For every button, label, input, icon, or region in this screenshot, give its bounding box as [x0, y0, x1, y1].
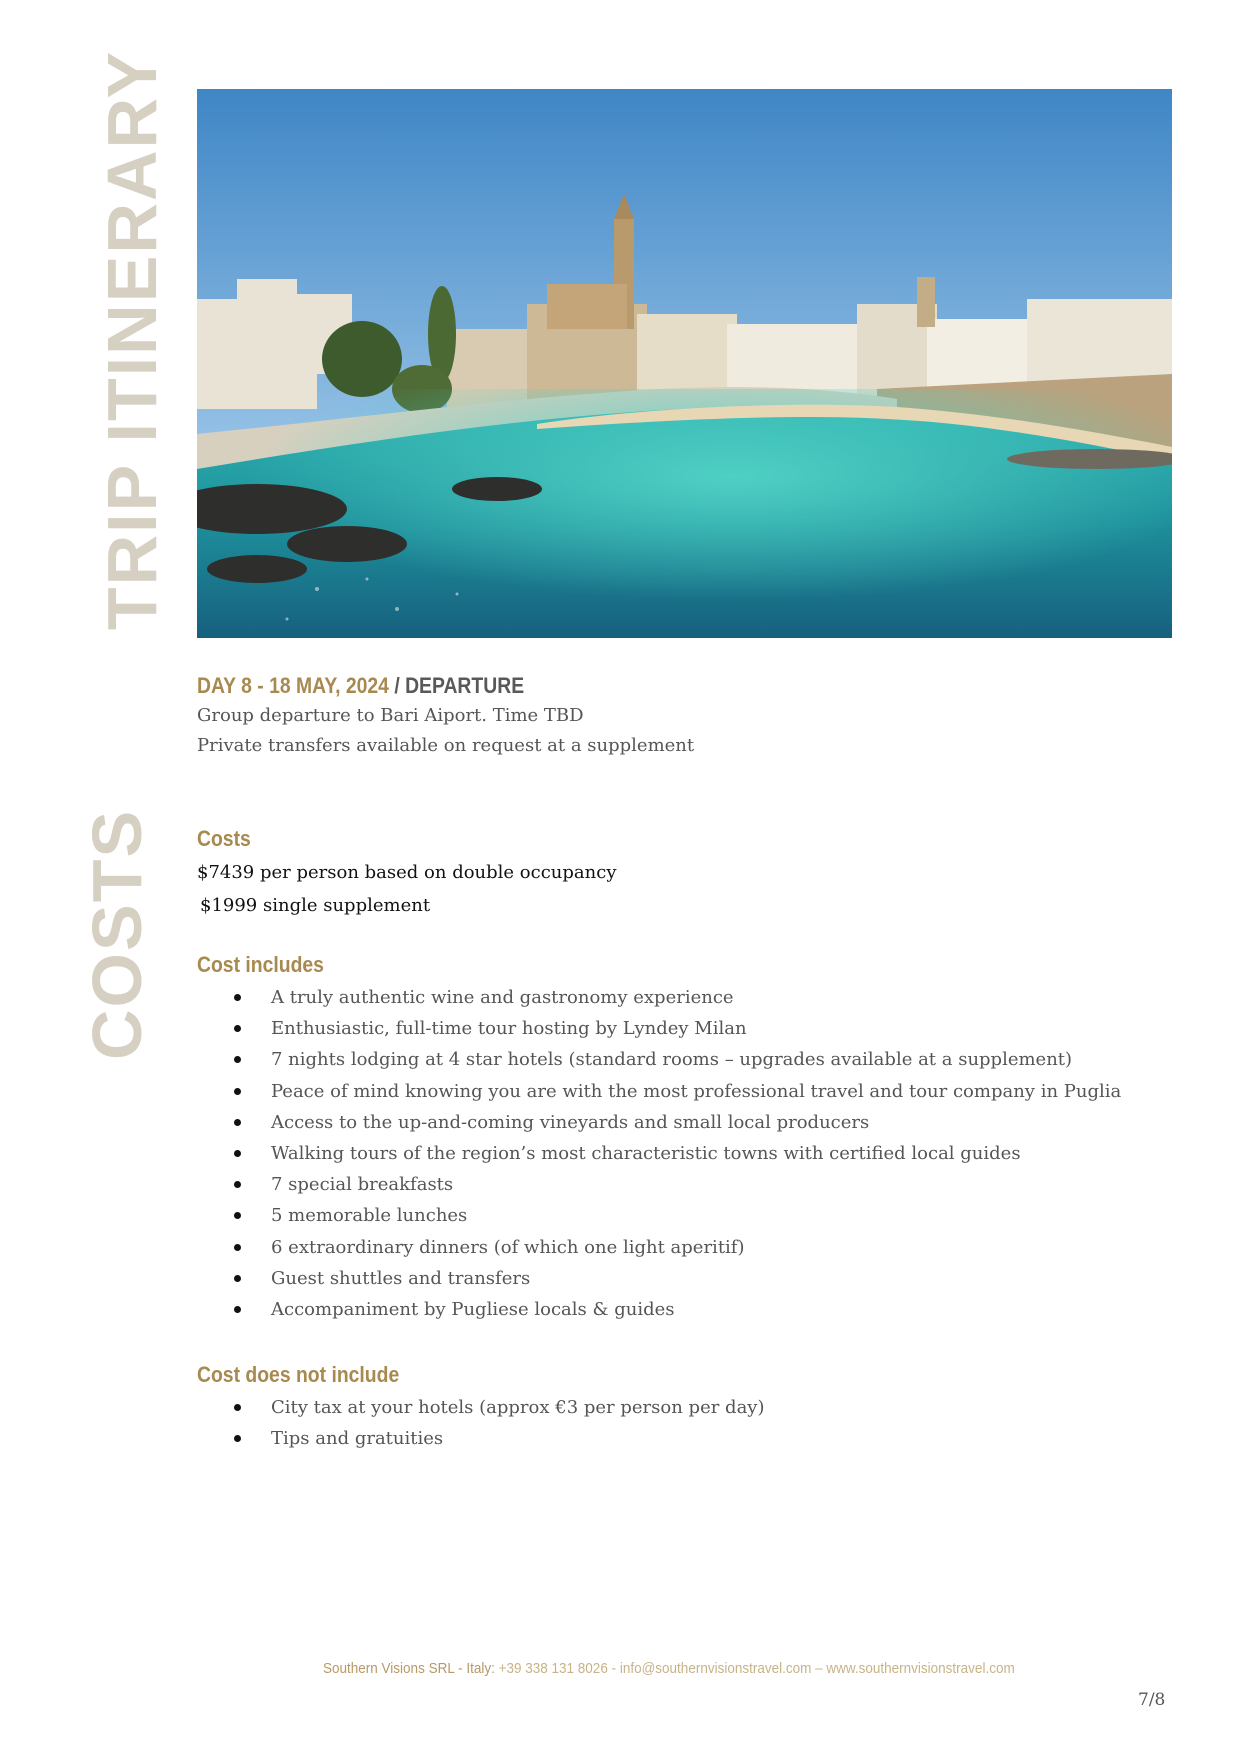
- side-label-costs: COSTS: [78, 808, 156, 1060]
- bullet-icon: [234, 1025, 241, 1032]
- list-item: Walking tours of the region’s most characteristic towns with certified local guides: [197, 1138, 1157, 1169]
- list-item: Accompaniment by Pugliese locals & guides: [197, 1294, 1157, 1325]
- list-item: A truly authentic wine and gastronomy experience: [197, 982, 1157, 1013]
- costs-heading: Costs: [197, 826, 251, 851]
- day-label: DAY 8 - 18 MAY, 2024: [197, 673, 389, 698]
- includes-section: [197, 952, 1157, 1325]
- includes-heading: Cost includes: [197, 952, 324, 977]
- cost-line: $1999 single supplement: [200, 895, 431, 916]
- costs-section: [197, 826, 1157, 922]
- bullet-icon: [234, 1244, 241, 1251]
- bullet-icon: [234, 1404, 241, 1411]
- list-item: Peace of mind knowing you are with the most professional travel and tour company in Puglia: [197, 1076, 1157, 1107]
- footer-contact: [323, 1660, 1025, 1677]
- day-heading: [197, 673, 1042, 699]
- day-separator: /: [388, 673, 406, 698]
- list-item: City tax at your hotels (approx €3 per person per day): [197, 1392, 1157, 1423]
- bullet-icon: [234, 994, 241, 1001]
- bullet-icon: [234, 1088, 241, 1095]
- list-item: 6 extraordinary dinners (of which one light aperitif): [197, 1232, 1157, 1263]
- excludes-heading: Cost does not include: [197, 1362, 400, 1387]
- excludes-list: [197, 1392, 1157, 1454]
- bullet-icon: [234, 1056, 241, 1063]
- bullet-icon: [234, 1150, 241, 1157]
- list-item: 7 special breakfasts: [197, 1169, 1157, 1200]
- day-title: DEPARTURE: [405, 673, 525, 698]
- bullet-icon: [234, 1212, 241, 1219]
- excludes-section: [197, 1362, 1157, 1454]
- bullet-icon: [234, 1275, 241, 1282]
- list-item: Guest shuttles and transfers: [197, 1263, 1157, 1294]
- bullet-icon: [234, 1306, 241, 1313]
- bullet-icon: [234, 1435, 241, 1442]
- list-item: 5 memorable lunches: [197, 1200, 1157, 1231]
- includes-list: [197, 982, 1157, 1325]
- list-item: Access to the up-and-coming vineyards and small local producers: [197, 1107, 1157, 1138]
- list-item: Tips and gratuities: [197, 1423, 1157, 1454]
- list-item: 7 nights lodging at 4 star hotels (standard rooms – upgrades available at a supplement): [197, 1044, 1157, 1075]
- page-number: 7/8: [1138, 1690, 1166, 1710]
- footer-contact-details: +39 338 131 8026 - info@southernvisionstravel.com – www.southernvisionstravel.com: [494, 1660, 1015, 1677]
- hero-photo: [197, 89, 1172, 638]
- day-line: Group departure to Bari Aiport. Time TBD: [197, 705, 584, 726]
- day-line: Private transfers available on request at a supplement: [197, 735, 695, 756]
- side-label-trip-itinerary: TRIP ITINERARY: [93, 49, 171, 631]
- bullet-icon: [234, 1119, 241, 1126]
- footer-company: Southern Visions SRL - Italy:: [323, 1660, 495, 1677]
- list-item: Enthusiastic, full-time tour hosting by Lyndey Milan: [197, 1013, 1157, 1044]
- cost-line: $7439 per person based on double occupancy: [197, 862, 617, 883]
- bullet-icon: [234, 1181, 241, 1188]
- day-section: [197, 673, 1157, 761]
